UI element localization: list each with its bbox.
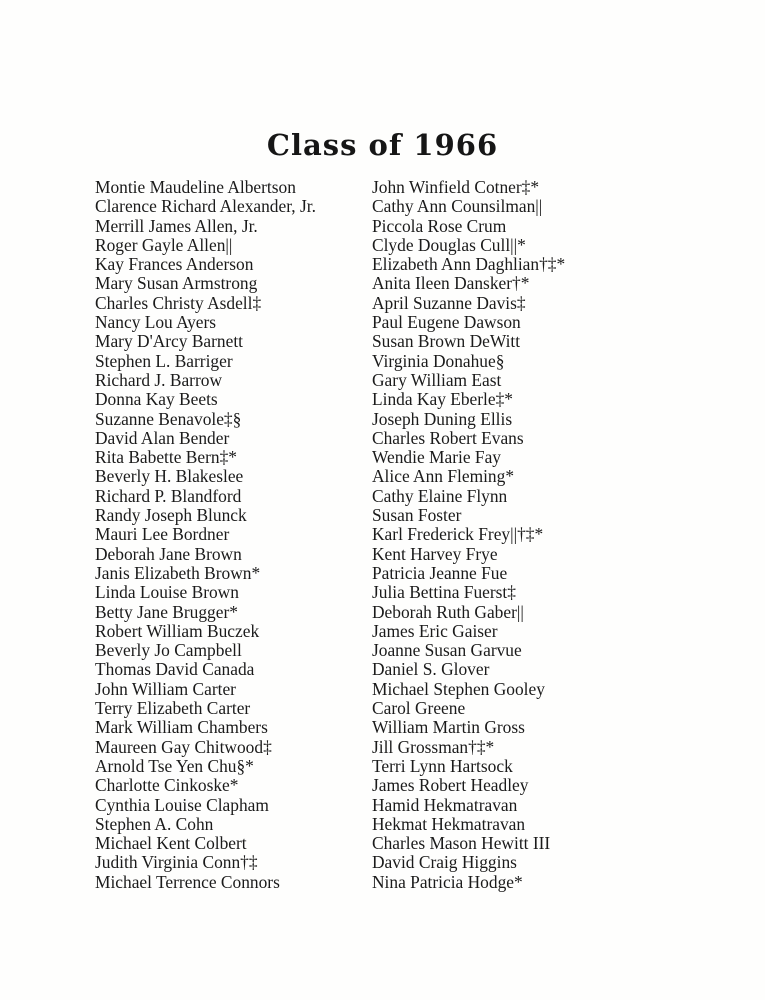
list-item: Cathy Ann Counsilman|| (372, 196, 543, 217)
list-item: Montie Maudeline Albertson (95, 177, 296, 197)
list-item: Richard J. Barrow (95, 369, 223, 390)
list-item: Arnold Tse Yen Chu§* (95, 755, 254, 776)
list-item: Kent Harvey Frye (372, 543, 498, 564)
list-item: Hamid Hekmatravan (372, 794, 518, 815)
list-item: Carol Greene (372, 698, 466, 719)
list-item: Beverly Jo Campbell (95, 640, 242, 661)
list-item: Elizabeth Ann Daghlian†‡* (372, 254, 566, 275)
list-item: Mauri Lee Bordner (95, 524, 230, 545)
list-item: Nancy Lou Ayers (95, 312, 217, 333)
list-item: Daniel S. Glover (372, 659, 490, 680)
list-item: Richard P. Blandford (95, 485, 242, 506)
list-item: Joseph Duning Ellis (372, 408, 513, 429)
list-item: Randy Joseph Blunck (95, 505, 247, 526)
list-item: Wendie Marie Fay (372, 447, 501, 468)
list-item: April Suzanne Davis‡ (372, 292, 526, 313)
list-item: Cynthia Louise Clapham (95, 794, 269, 815)
list-item: Rita Babette Bern‡* (95, 447, 237, 468)
list-item: Susan Foster (372, 505, 462, 526)
list-item: Alice Ann Fleming* (372, 466, 515, 487)
list-item: Joanne Susan Garvue (372, 640, 522, 661)
list-item: Charles Mason Hewitt III (372, 833, 551, 854)
list-item: Deborah Jane Brown (95, 543, 242, 564)
name-list-left-column (95, 178, 316, 892)
list-item: Karl Frederick Frey||†‡* (372, 524, 544, 545)
list-item: Gary William East (372, 369, 502, 390)
list-item: Kay Frances Anderson (95, 254, 254, 275)
list-item: Beverly H. Blakeslee (95, 466, 244, 487)
list-item: Suzanne Benavole‡§ (95, 408, 242, 429)
list-item: Michael Stephen Gooley (372, 678, 545, 699)
list-item: Charlotte Cinkoske* (95, 775, 239, 796)
list-item: Clarence Richard Alexander, Jr. (95, 196, 316, 217)
list-item: James Eric Gaiser (372, 620, 498, 641)
list-item: Thomas David Canada (95, 659, 255, 680)
list-item: James Robert Headley (372, 775, 529, 796)
list-item: Judith Virginia Conn†‡ (95, 852, 258, 873)
list-item: Merrill James Allen, Jr. (95, 215, 258, 236)
list-item: Charles Robert Evans (372, 427, 524, 448)
list-item: Linda Kay Eberle‡* (372, 389, 514, 410)
list-item: Janis Elizabeth Brown* (95, 562, 261, 583)
page-title: Class of 1966 (266, 128, 499, 162)
list-item: Maureen Gay Chitwood‡ (95, 736, 272, 757)
list-item: Roger Gayle Allen|| (95, 234, 233, 255)
list-item: Patricia Jeanne Fue (372, 562, 508, 583)
list-item: William Martin Gross (372, 717, 525, 738)
list-item: Deborah Ruth Gaber|| (372, 601, 524, 622)
list-item: Cathy Elaine Flynn (372, 485, 508, 506)
list-item: Stephen A. Cohn (95, 813, 214, 834)
list-item: Mary Susan Armstrong (95, 273, 258, 294)
list-item: Terry Elizabeth Carter (95, 698, 251, 719)
list-item: Linda Louise Brown (95, 582, 239, 603)
list-item: Michael Kent Colbert (95, 833, 247, 854)
list-item: David Craig Higgins (372, 852, 517, 873)
name-list-right-column (372, 178, 565, 892)
list-item: Anita Ileen Dansker†* (372, 273, 530, 294)
list-item: Donna Kay Beets (95, 389, 218, 410)
list-item: Terri Lynn Hartsock (372, 755, 513, 776)
list-item: Charles Christy Asdell‡ (95, 292, 262, 313)
list-item: Nina Patricia Hodge* (372, 871, 523, 892)
list-item: Paul Eugene Dawson (372, 312, 521, 333)
list-item: Robert William Buczek (95, 620, 260, 641)
list-item: John Winfield Cotner‡* (372, 177, 540, 197)
list-item: Piccola Rose Crum (372, 215, 507, 236)
list-item: Hekmat Hekmatravan (372, 813, 526, 834)
list-item: Clyde Douglas Cull||* (372, 234, 526, 255)
list-item: David Alan Bender (95, 427, 230, 448)
list-item: Virginia Donahue§ (372, 350, 505, 371)
list-item: Stephen L. Barriger (95, 350, 233, 371)
list-item: Betty Jane Brugger* (95, 601, 238, 622)
list-item: Mark William Chambers (95, 717, 268, 738)
list-item: Michael Terrence Connors (95, 871, 280, 892)
list-item: Jill Grossman†‡* (372, 736, 495, 757)
list-item: Mary D'Arcy Barnett (95, 331, 244, 352)
list-item: John William Carter (95, 678, 236, 699)
list-item: Susan Brown DeWitt (372, 331, 521, 352)
list-item: Julia Bettina Fuerst‡ (372, 582, 516, 603)
